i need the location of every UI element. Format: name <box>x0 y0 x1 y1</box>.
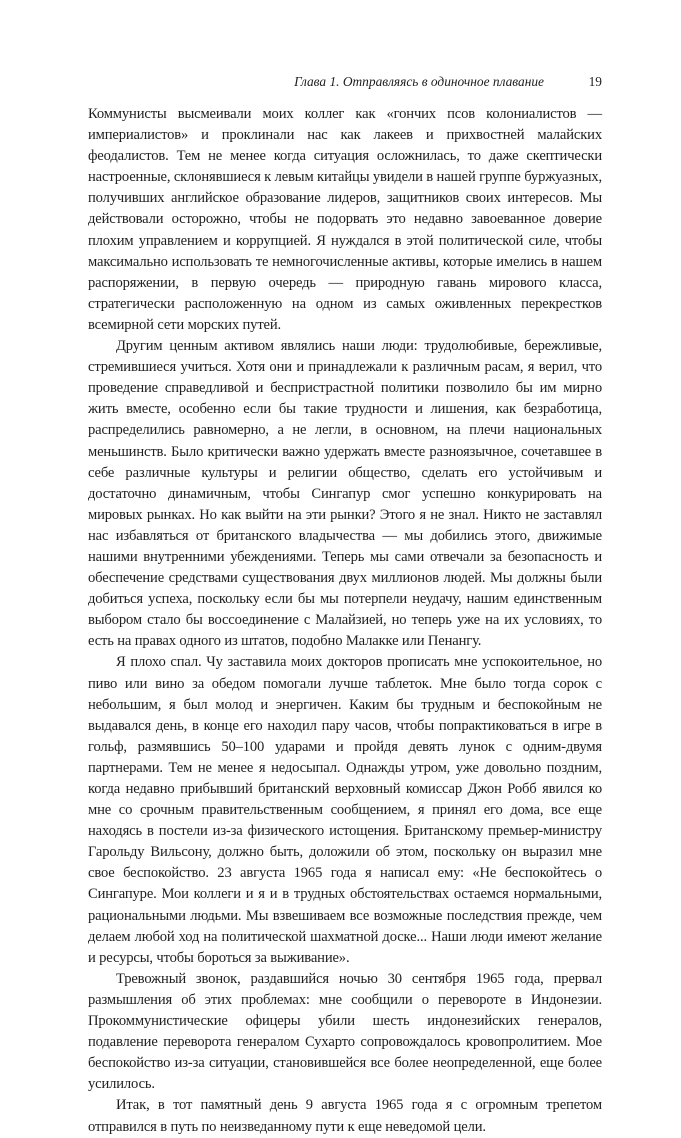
paragraph-4: Тревожный звонок, раздавшийся ночью 30 сентября 1965 года, прервал размышления об этих проблемах: мне сообщили о перевороте в Индонезии. Прокоммунистические офицеры убили шесть индонезийских генералов, подавление переворота генералом Сухарто сопровождалось кровопролитием. Мое беспокойство из-за ситуации, становившейся все более неопределенной, еще более усилилось. <box>88 970 602 1093</box>
body-text <box>88 104 602 1138</box>
paragraph-5: Итак, в тот памятный день 9 августа 1965 года я с огромным трепетом отправился в путь по неизведанному пути к еще неведомой цели. <box>88 1097 602 1135</box>
paragraph-1: Коммунисты высмеивали моих коллег как «гончих псов колониалистов — империалистов» и проклинали нас как лакеев и прихвостней малайских феодалистов. Тем не менее когда ситуация осложнилась, то даже скептически настроенные, склонявшиеся к левым китайцы увидели в нашей группе буржуазных, получивших английское образование лидеров, защитников своих интересов. Мы действовали осторожно, чтобы не подорвать это недавно завоеванное доверие плохим управлением и коррупцией. Я нуждался в этой политической силе, чтобы максимально использовать те немногочисленные активы, которые имелись в нашем распоряжении, в первую очередь — природную гавань мирового класса, стратегически расположенную на одном из самых оживленных перекрестков всемирной сети морских путей. <box>88 106 602 333</box>
running-title: Глава 1. Отправляясь в одиночное плавание <box>294 74 544 89</box>
page-header <box>88 74 602 94</box>
paragraph-2: Другим ценным активом являлись наши люди: трудолюбивые, бережливые, стремившиеся учиться. Хотя они и принадлежали к различным расам, я верил, что проведение справедливой и беспристрастной политики позволило бы им мирно жить вместе, особенно если бы такие трудности и лишения, как безработица, распределились равномерно, а не легли, в основном, на плечи национальных меньшинств. Было критически важно удержать вместе разноязычное, сочетавшее в себе различные культуры и религии общество, сделать его устойчивым и достаточно динамичным, чтобы Сингапур смог успешно конкурировать на мировых рынках. Но как выйти на эти рынки? Этого я не знал. Никто не заставлял нас избавляться от британского владычества — мы добились этого, движимые нашими внутренними убеждениями. Теперь мы сами отвечали за безопасность и обеспечение средствами существования двух миллионов людей. Мы должны были добиться успеха, поскольку если бы мы потерпели неудачу, нашим единственным выбором стало бы воссоединение с Малайзией, но теперь уже на их условиях, то есть на правах одного из штатов, подобно Малакке или Пенангу. <box>88 338 602 650</box>
page-number: 19 <box>588 74 602 89</box>
paragraph-3: Я плохо спал. Чу заставила моих докторов прописать мне успокоительное, но пиво или вино за обедом помогали лучше таблеток. Мне было тогда сорок с небольшим, я был молод и энергичен. Каким бы трудным и беспокойным не выдавался день, в конце его находил пару часов, чтобы попрактиковаться в игре в гольф, размявшись 50–100 ударами и пройдя девять лунок с одним-двумя партнерами. Тем не менее я недосыпал. Однажды утром, уже довольно поздним, когда недавно прибывший британский верховный комиссар Джон Робб явился ко мне со срочным правительственным сообщением, я принял его дома, все еще находясь в постели из-за физического истощения. Британскому премьер-министру Гарольду Вильсону, должно быть, доложили об этом, поскольку он выразил мне свое беспокойство. 23 августа 1965 года я написал ему: «Не беспокойтесь о Сингапуре. Мои коллеги и я и в трудных обстоятельствах остаемся нормальными, рациональными людьми. Мы взвешиваем все возможные последствия прежде, чем делаем любой ход на политической шахматной доске... Наши люди имеют желание и ресурсы, чтобы бороться за выживание». <box>88 654 602 966</box>
